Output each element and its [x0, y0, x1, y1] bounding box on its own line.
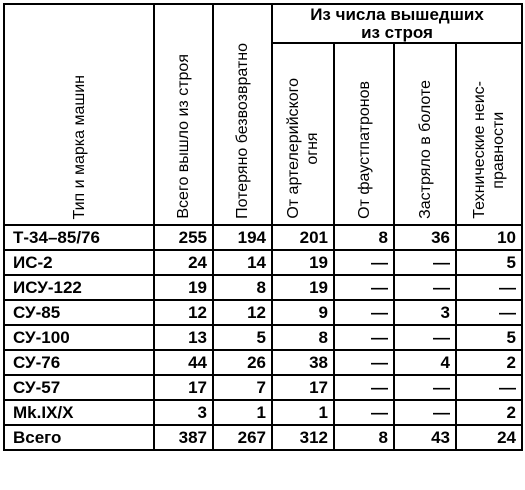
- cell-artillery: 19: [272, 250, 334, 275]
- cell-faust: 8: [334, 425, 394, 450]
- table-body: [4, 225, 522, 450]
- cell-lost: 7: [213, 375, 272, 400]
- cell-tech: —: [456, 275, 522, 300]
- cell-faust: 8: [334, 225, 394, 250]
- cell-name: СУ-76: [4, 350, 154, 375]
- cell-tech: —: [456, 375, 522, 400]
- cell-artillery: 8: [272, 325, 334, 350]
- cell-total: 24: [154, 250, 213, 275]
- cell-name: Т-34–85/76: [4, 225, 154, 250]
- cell-lost: 5: [213, 325, 272, 350]
- cell-artillery: 19: [272, 275, 334, 300]
- cell-tech: 5: [456, 325, 522, 350]
- cell-tech: —: [456, 300, 522, 325]
- header-technical-faults: Технические неис- правности: [456, 43, 522, 225]
- cell-tech: 10: [456, 225, 522, 250]
- losses-table: [3, 3, 523, 451]
- cell-artillery: 201: [272, 225, 334, 250]
- cell-name: Всего: [4, 425, 154, 450]
- cell-total: 44: [154, 350, 213, 375]
- header-total-out: Всего вышло из строя: [154, 4, 213, 225]
- cell-lost: 26: [213, 350, 272, 375]
- header-lost-irrecoverably: Потеряно безвозвратно: [213, 4, 272, 225]
- cell-lost: 14: [213, 250, 272, 275]
- header-stuck-in-swamp: Застряло в болоте: [394, 43, 456, 225]
- cell-artillery: 38: [272, 350, 334, 375]
- cell-total: 3: [154, 400, 213, 425]
- cell-swamp: —: [394, 375, 456, 400]
- cell-tech: 2: [456, 350, 522, 375]
- cell-swamp: 4: [394, 350, 456, 375]
- cell-swamp: —: [394, 400, 456, 425]
- table-row: [4, 300, 522, 325]
- cell-tech: 2: [456, 400, 522, 425]
- table-row: [4, 350, 522, 375]
- cell-swamp: —: [394, 325, 456, 350]
- table-row: [4, 275, 522, 300]
- cell-faust: —: [334, 250, 394, 275]
- cell-artillery: 17: [272, 375, 334, 400]
- table-row: [4, 225, 522, 250]
- table-row: [4, 375, 522, 400]
- cell-lost: 267: [213, 425, 272, 450]
- header-faustpatrone: От фаустпатронов: [334, 43, 394, 225]
- cell-swamp: —: [394, 250, 456, 275]
- cell-total: 12: [154, 300, 213, 325]
- cell-swamp: 36: [394, 225, 456, 250]
- cell-faust: —: [334, 275, 394, 300]
- cell-faust: —: [334, 375, 394, 400]
- cell-name: Mk.IX/X: [4, 400, 154, 425]
- cell-name: ИСУ-122: [4, 275, 154, 300]
- table-row: [4, 400, 522, 425]
- header-vehicle-type: Тип и марка машин: [4, 4, 154, 225]
- cell-artillery: 312: [272, 425, 334, 450]
- cell-faust: —: [334, 325, 394, 350]
- table-row: [4, 325, 522, 350]
- cell-name: СУ-100: [4, 325, 154, 350]
- header-group-of-which: Из числа вышедших из строя: [272, 4, 522, 43]
- cell-tech: 5: [456, 250, 522, 275]
- cell-lost: 12: [213, 300, 272, 325]
- cell-artillery: 1: [272, 400, 334, 425]
- cell-lost: 1: [213, 400, 272, 425]
- cell-faust: —: [334, 350, 394, 375]
- cell-total: 13: [154, 325, 213, 350]
- cell-tech: 24: [456, 425, 522, 450]
- cell-lost: 194: [213, 225, 272, 250]
- cell-total: 17: [154, 375, 213, 400]
- header-artillery-fire: От артелерийского огня: [272, 43, 334, 225]
- cell-swamp: —: [394, 275, 456, 300]
- cell-name: СУ-57: [4, 375, 154, 400]
- cell-total: 387: [154, 425, 213, 450]
- cell-faust: —: [334, 300, 394, 325]
- table-row: [4, 425, 522, 450]
- cell-total: 255: [154, 225, 213, 250]
- cell-swamp: 3: [394, 300, 456, 325]
- table-row: [4, 250, 522, 275]
- cell-name: ИС-2: [4, 250, 154, 275]
- cell-artillery: 9: [272, 300, 334, 325]
- cell-total: 19: [154, 275, 213, 300]
- cell-swamp: 43: [394, 425, 456, 450]
- cell-name: СУ-85: [4, 300, 154, 325]
- cell-lost: 8: [213, 275, 272, 300]
- cell-faust: —: [334, 400, 394, 425]
